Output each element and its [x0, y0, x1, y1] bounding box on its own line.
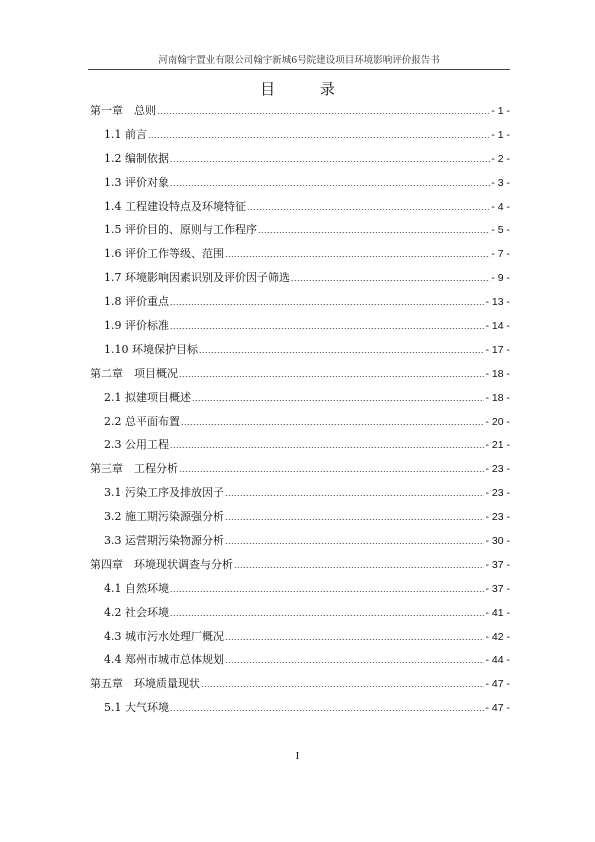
toc-section-entry[interactable]: [90, 628, 510, 652]
toc-leader-dots: [170, 297, 484, 307]
toc-chapter-entry[interactable]: [90, 102, 510, 126]
toc-leader-dots: [291, 273, 490, 283]
toc-entry-label: 1.10 环境保护目标: [104, 342, 198, 356]
toc-entry-page: - 30 -: [485, 535, 510, 548]
toc-leader-dots: [225, 655, 484, 665]
toc-entry-label: 第五章 环境质量现状: [90, 677, 200, 691]
toc-entry-page: - 37 -: [485, 558, 510, 571]
toc-entry-label: 4.4 郑州市城市总体规划: [104, 653, 224, 667]
toc-entry-label: 3.3 运营期污染物源分析: [104, 534, 224, 548]
toc-entry-page: - 23 -: [485, 511, 510, 524]
toc-entry-page: - 18 -: [485, 391, 510, 404]
toc-entry-label: 2.1 拟建项目概述: [104, 390, 191, 404]
toc-leader-dots: [199, 345, 484, 355]
toc-section-entry[interactable]: [90, 126, 510, 150]
toc-entry-label: 1.9 评价标准: [104, 319, 169, 333]
toc-section-entry[interactable]: [90, 651, 510, 675]
toc-section-entry[interactable]: [90, 245, 510, 269]
toc-entry-page: - 9 -: [491, 272, 510, 285]
toc-entry-page: - 2 -: [491, 152, 510, 165]
toc-section-entry[interactable]: [90, 150, 510, 174]
toc-entry-page: - 23 -: [485, 463, 510, 476]
toc-entry-label: 3.2 施工期污染源强分析: [104, 510, 224, 524]
toc-section-entry[interactable]: [90, 532, 510, 556]
toc-leader-dots: [170, 154, 490, 164]
toc-section-entry[interactable]: [90, 198, 510, 222]
toc-entry-page: - 7 -: [491, 248, 510, 261]
toc-entry-label: 1.8 评价重点: [104, 295, 169, 309]
toc-entry-label: 1.5 评价目的、原则与工作程序: [104, 223, 257, 237]
toc-leader-dots: [225, 512, 484, 522]
toc-section-entry[interactable]: [90, 580, 510, 604]
toc-leader-dots: [234, 560, 484, 570]
toc-entry-label: 1.3 评价对象: [104, 175, 169, 189]
toc-entry-label: 1.2 编制依据: [104, 151, 169, 165]
toc-entry-label: 4.2 社会环境: [104, 605, 169, 619]
toc-leader-dots: [170, 440, 484, 450]
toc-leader-dots: [170, 608, 484, 618]
toc-entry-label: 第三章 工程分析: [90, 462, 178, 476]
toc-entry-label: 4.1 自然环境: [104, 581, 169, 595]
toc-entry-page: - 5 -: [491, 224, 510, 237]
toc-leader-dots: [179, 464, 484, 474]
running-header: 河南翰宇置业有限公司翰宇新城6号院建设项目环境影响评价报告书: [158, 55, 440, 66]
toc-section-entry[interactable]: [90, 484, 510, 508]
toc-entry-page: - 21 -: [485, 439, 510, 452]
toc-leader-dots: [225, 536, 484, 546]
toc-entry-page: - 41 -: [485, 606, 510, 619]
toc-chapter-entry[interactable]: [90, 675, 510, 699]
toc-chapter-entry[interactable]: [90, 365, 510, 389]
toc-leader-dots: [225, 488, 484, 498]
toc-leader-dots: [170, 584, 484, 594]
toc-leader-dots: [157, 106, 490, 116]
toc-entry-label: 2.3 公用工程: [104, 438, 169, 452]
toc-entry-page: - 20 -: [485, 415, 510, 428]
toc-entry-label: 1.6 评价工作等级、范围: [104, 247, 224, 261]
toc-section-entry[interactable]: [90, 174, 510, 198]
toc-entry-page: - 1 -: [491, 128, 510, 141]
toc-leader-dots: [201, 679, 484, 689]
table-of-contents: [90, 102, 510, 723]
page-title: 目 录: [260, 80, 355, 98]
toc-chapter-entry[interactable]: [90, 556, 510, 580]
toc-leader-dots: [148, 130, 490, 140]
toc-leader-dots: [247, 202, 490, 212]
toc-section-entry[interactable]: [90, 221, 510, 245]
toc-entry-page: - 23 -: [485, 487, 510, 500]
toc-entry-label: 第四章 环境现状调查与分析: [90, 557, 233, 571]
toc-section-entry[interactable]: [90, 269, 510, 293]
toc-section-entry[interactable]: [90, 436, 510, 460]
toc-entry-label: 2.2 总平面布置: [104, 414, 180, 428]
toc-section-entry[interactable]: [90, 317, 510, 341]
toc-leader-dots: [170, 178, 490, 188]
toc-leader-dots: [179, 369, 484, 379]
toc-entry-label: 1.4 工程建设特点及环境特征: [104, 199, 246, 213]
toc-leader-dots: [170, 703, 484, 713]
toc-entry-page: - 17 -: [485, 343, 510, 356]
toc-entry-label: 第二章 项目概况: [90, 366, 178, 380]
toc-section-entry[interactable]: [90, 604, 510, 628]
toc-entry-page: - 4 -: [491, 200, 510, 213]
toc-entry-page: - 14 -: [485, 320, 510, 333]
toc-entry-page: - 44 -: [485, 654, 510, 667]
toc-entry-label: 4.3 城市污水处理厂概况: [104, 629, 224, 643]
toc-section-entry[interactable]: [90, 699, 510, 723]
toc-entry-page: - 13 -: [485, 296, 510, 309]
toc-entry-label: 1.1 前言: [104, 127, 147, 141]
toc-entry-label: 5.1 大气环境: [104, 701, 169, 715]
toc-leader-dots: [181, 417, 484, 427]
toc-section-entry[interactable]: [90, 341, 510, 365]
toc-leader-dots: [192, 393, 484, 403]
toc-leader-dots: [258, 225, 490, 235]
toc-leader-dots: [170, 321, 484, 331]
page-number: I: [295, 750, 300, 762]
toc-entry-page: - 47 -: [485, 702, 510, 715]
toc-section-entry[interactable]: [90, 293, 510, 317]
toc-section-entry[interactable]: [90, 389, 510, 413]
toc-entry-label: 第一章 总则: [90, 104, 156, 117]
toc-entry-label: 3.1 污染工序及排放因子: [104, 486, 224, 500]
toc-section-entry[interactable]: [90, 413, 510, 437]
toc-section-entry[interactable]: [90, 508, 510, 532]
toc-entry-page: - 42 -: [485, 630, 510, 643]
toc-entry-page: - 3 -: [491, 176, 510, 189]
toc-leader-dots: [225, 632, 484, 642]
toc-entry-page: - 37 -: [485, 582, 510, 595]
toc-entry-page: - 18 -: [485, 367, 510, 380]
toc-entry-label: 1.7 环境影响因素识别及评价因子筛选: [104, 271, 290, 285]
toc-entry-page: - 47 -: [485, 678, 510, 691]
toc-leader-dots: [225, 249, 490, 259]
toc-chapter-entry[interactable]: [90, 460, 510, 484]
toc-entry-page: - 1 -: [491, 105, 510, 117]
header-divider: [88, 69, 510, 70]
